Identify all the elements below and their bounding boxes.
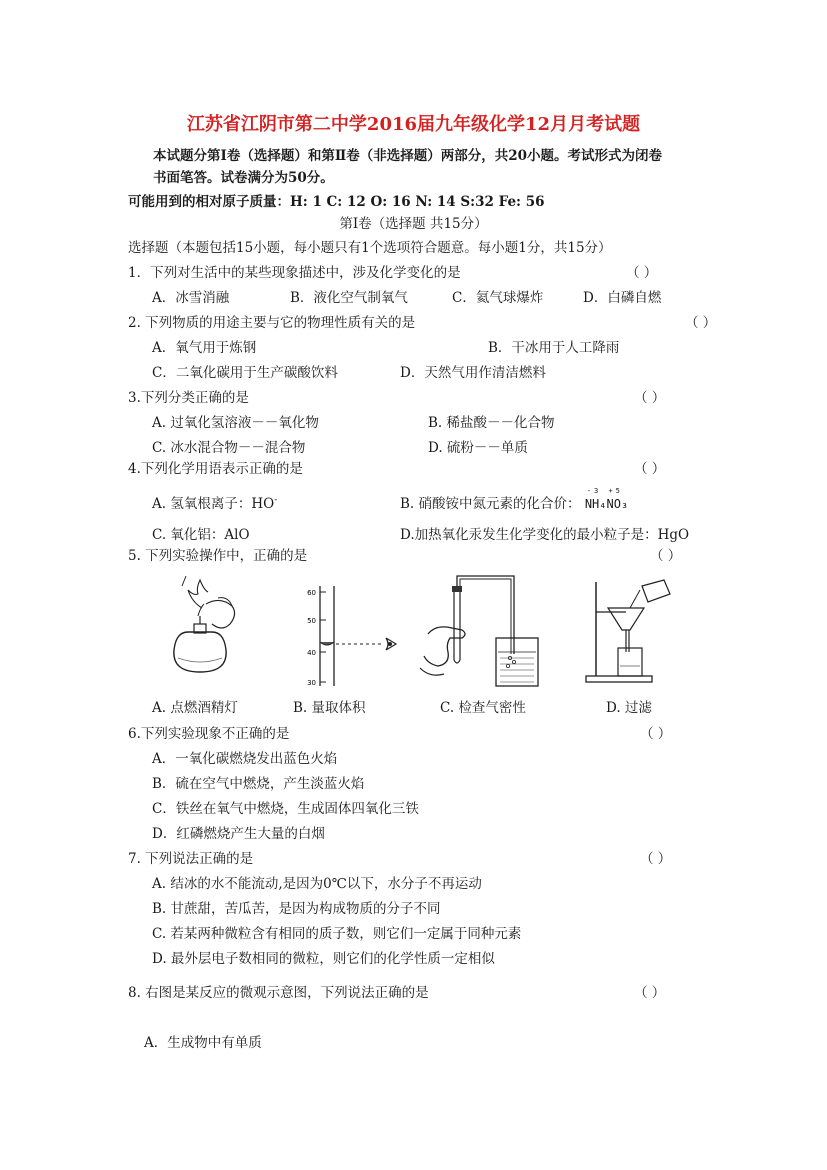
- instructions: 选择题（本题包括15小题，每小题只有1个选项符合题意。每小题1分，共15分）: [128, 240, 612, 256]
- question-2-answer-blank[interactable]: （ ）: [685, 315, 717, 331]
- scale-label-30: 30: [307, 679, 316, 687]
- atomic-masses: 可能用到的相对原子质量：H: 1 C: 12 O: 16 N: 14 S:32 Fe: 56: [128, 194, 545, 210]
- question-4-answer-blank[interactable]: （ ）: [634, 461, 666, 477]
- question-3-answer-blank[interactable]: （ ）: [634, 390, 666, 406]
- scale-label-50: 50: [307, 617, 316, 625]
- scale-label-40: 40: [307, 649, 316, 657]
- q1-option-b: B．液化空气制氧气: [290, 290, 408, 306]
- q3-option-a: A. 过氧化氢溶液－－氧化物: [152, 415, 319, 431]
- q5-option-d: D. 过滤: [606, 700, 652, 716]
- q2-option-d: D．天然气用作清洁燃料: [400, 365, 546, 381]
- question-1-stem: 1．下列对生活中的某些现象描述中，涉及化学变化的是: [128, 265, 461, 281]
- q8-option-a: A．生成物中有单质: [144, 1035, 262, 1051]
- q6-option-c: C．铁丝在氧气中燃烧，生成固体四氧化三铁: [152, 801, 419, 817]
- question-3-stem: 3.下列分类正确的是: [128, 390, 249, 406]
- ammonium-nitrate-formula: [584, 487, 629, 511]
- question-2-stem: 2. 下列物质的用途主要与它的物理性质有关的是: [128, 315, 416, 331]
- q4-option-b-text: B. 硝酸铵中氮元素的化合价：: [400, 496, 581, 512]
- q4-option-a: [152, 492, 277, 512]
- q7-option-b: B. 甘蔗甜，苦瓜苦，是因为构成物质的分子不同: [152, 901, 441, 917]
- q3-option-c: C. 冰水混合物－－混合物: [152, 440, 306, 456]
- question-4-stem: 4.下列化学用语表示正确的是: [128, 461, 303, 477]
- q5-option-b: B. 量取体积: [293, 700, 366, 716]
- section-heading: 第Ⅰ卷（选择题 共15分）: [339, 216, 488, 232]
- nh4no3-text: NH₄NO₃: [584, 497, 629, 511]
- q1-option-a: A．冰雪消融: [152, 290, 230, 306]
- q2-option-b: B．干冰用于人工降雨: [488, 340, 620, 356]
- q7-option-a: A. 结冰的水不能流动,是因为0℃以下，水分子不再运动: [152, 876, 482, 892]
- q5-option-c: C. 检查气密性: [440, 700, 526, 716]
- question-8-stem: 8. 右图是某反应的微观示意图，下列说法正确的是: [128, 985, 429, 1001]
- figure-filtration: [582, 578, 682, 688]
- q1-option-d: D．白磷自燃: [583, 290, 662, 306]
- q1-option-c: C．氦气球爆炸: [452, 290, 544, 306]
- figure-measuring-cylinder: [300, 584, 404, 688]
- q4-option-a-text: A. 氢氧根离子：HO: [152, 496, 275, 512]
- question-5-answer-blank[interactable]: （ ）: [650, 548, 682, 564]
- question-8-answer-blank[interactable]: （ ）: [634, 985, 666, 1001]
- question-6-answer-blank[interactable]: （ ）: [640, 726, 672, 742]
- hydroxide-charge: -: [274, 495, 278, 506]
- scale-label-60: 60: [307, 589, 316, 597]
- q3-option-d: D. 硫粉－－单质: [428, 440, 528, 456]
- q4-option-b: [400, 487, 629, 512]
- q7-option-d: D. 最外层电子数相同的微粒，则它们的化学性质一定相似: [152, 951, 495, 967]
- q4-option-c: C. 氧化铝：AlO: [152, 527, 250, 543]
- question-7-answer-blank[interactable]: （ ）: [640, 851, 672, 867]
- question-5-stem: 5. 下列实验操作中，正确的是: [128, 548, 308, 564]
- q6-option-a: A．一氧化碳燃烧发出蓝色火焰: [152, 751, 338, 767]
- figure-alcohol-lamp: [158, 574, 248, 686]
- q7-option-c: C. 若某两种微粒含有相同的质子数，则它们一定属于同种元素: [152, 926, 522, 942]
- valence-marks: -3 +5: [586, 487, 623, 495]
- figure-airtightness-check: [410, 572, 550, 690]
- exam-intro: 本试题分第Ⅰ卷（选择题）和第Ⅱ卷（非选择题）两部分，共20小题。考试形式为闭卷书面笔答。试卷满分为50分。: [153, 148, 662, 186]
- q4-option-d: D.加热氧化汞发生化学变化的最小粒子是：HgO: [400, 527, 690, 543]
- question-7-stem: 7. 下列说法正确的是: [128, 851, 254, 867]
- q5-option-a: A. 点燃酒精灯: [152, 700, 238, 716]
- question-1-answer-blank[interactable]: （ ）: [626, 265, 658, 281]
- q2-option-c: C．二氧化碳用于生产碳酸饮料: [152, 365, 338, 381]
- q6-option-b: B．硫在空气中燃烧，产生淡蓝火焰: [152, 776, 365, 792]
- q2-option-a: A．氧气用于炼钢: [152, 340, 257, 356]
- q6-option-d: D．红磷燃烧产生大量的白烟: [152, 826, 325, 842]
- exam-title: 江苏省江阴市第二中学2016届九年级化学12月月考试题: [186, 114, 641, 135]
- q3-option-b: B. 稀盐酸－－化合物: [428, 415, 555, 431]
- question-6-stem: 6.下列实验现象不正确的是: [128, 726, 290, 742]
